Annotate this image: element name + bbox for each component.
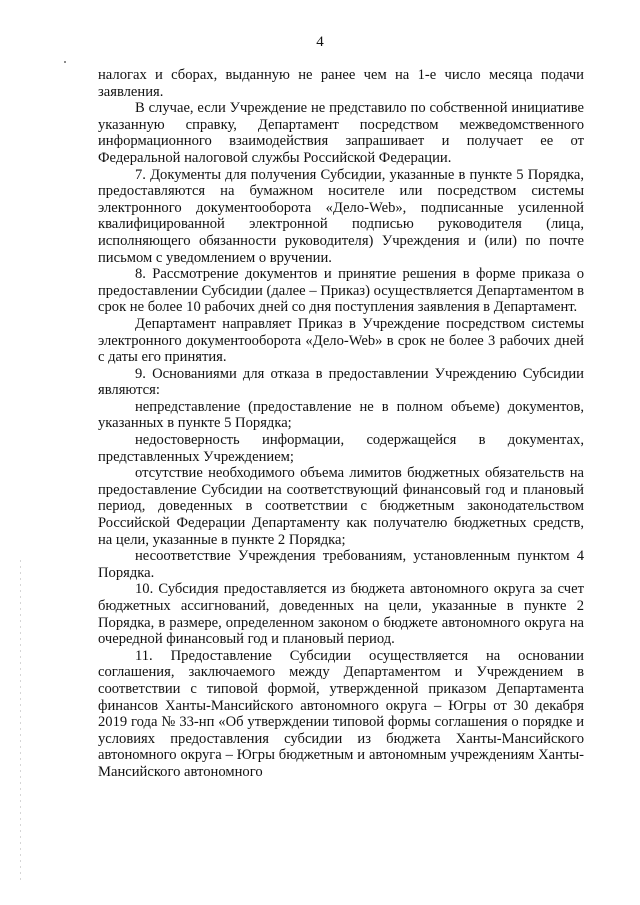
- paragraph-8-send: Департамент направляет Приказ в Учреждение посредством системы электронного документооборота «Дело-Web» в срок не более 3 рабочих дней с даты его принятия.: [98, 315, 584, 366]
- paragraph-9-item-a: непредставление (предоставление не в полном объеме) документов, указанных в пункте 5 Порядка;: [98, 398, 584, 432]
- paragraph-9-item-c: отсутствие необходимого объема лимитов бюджетных обязательств на предоставление Субсидии на соответствующий финансовый год и плановый период, доведенных в соответствии с бюджетным законодательством Российской Федерации Департаменту как получателю бюджетных средств, на цели, указанные в пункте 2 Порядка;: [98, 465, 584, 548]
- paragraph-continuation: налогах и сборах, выданную не ранее чем на 1-е число месяца подачи заявления.: [98, 67, 584, 100]
- paragraph-no-certificate: В случае, если Учреждение не представило по собственной инициативе указанную справку, Департамент посредством межведомственного информационного взаимодействия запрашивает и получает ее от Федеральной налоговой службы Российской Федерации.: [98, 100, 584, 166]
- paragraph-10: 10. Субсидия предоставляется из бюджета автономного округа за счет бюджетных ассигнований, доведенных на цели, указанные в пункте 2 Порядка, в размере, определенном законом о бюджете автономного округа на очередной финансовый год и плановый период.: [98, 581, 584, 648]
- scan-edge-artifact: [20, 560, 21, 880]
- page-number: 4: [316, 34, 324, 50]
- document-body: [98, 67, 584, 781]
- paragraph-8: 8. Рассмотрение документов и принятие решения в форме приказа о предоставлении Субсидии (далее – Приказ) осуществляется Департаментом в срок не более 10 рабочих дней со дня поступления заявления в Департамент.: [98, 266, 584, 316]
- paragraph-9: 9. Основаниями для отказа в предоставлении Учреждению Субсидии являются:: [98, 365, 584, 399]
- scan-artifact: [64, 61, 66, 63]
- paragraph-9-item-b: недостоверность информации, содержащейся в документах, представленных Учреждением;: [98, 432, 584, 465]
- paragraph-11: 11. Предоставление Субсидии осуществляется на основании соглашения, заключаемого между Департаментом и Учреждением в соответствии с типовой формой, утвержденной приказом Департамента финансов Ханты-Мансийского автономного округа – Югры от 30 декабря 2019 года № 33-нп «Об утверждении типовой формы соглашения о порядке и условиях предоставления субсидии из бюджета Ханты-Мансийского автономного округа – Югры бюджетным и автономным учреждениям Ханты-Мансийского автономного: [98, 647, 584, 780]
- paragraph-9-item-d: несоответствие Учреждения требованиям, установленным пунктом 4 Порядка.: [98, 548, 584, 581]
- paragraph-7: 7. Документы для получения Субсидии, указанные в пункте 5 Порядка, предоставляются на бумажном носителе или посредством системы электронного документооборота «Дело-Web», подписанные усиленной квалифицированной электронной подписью руководителя (лица, исполняющего обязанности руководителя) Учреждения и (или) по почте письмом с уведомлением о вручении.: [98, 166, 584, 266]
